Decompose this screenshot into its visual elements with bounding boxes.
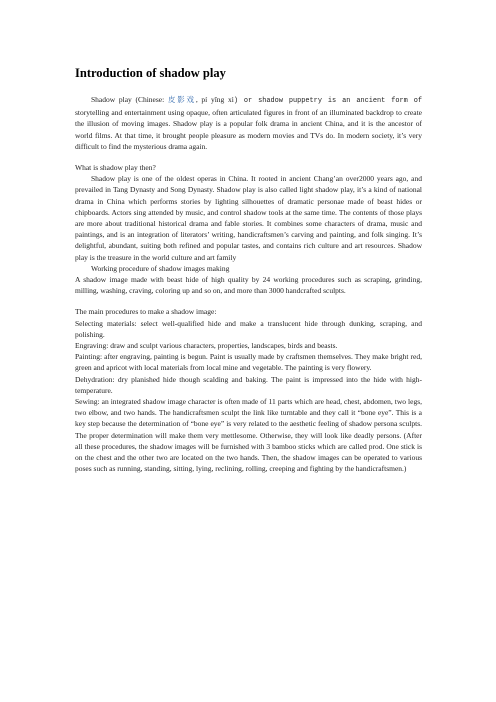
question-heading: What is shadow play then? — [75, 163, 156, 173]
step-engraving: Engraving: draw and sculpt various characters, properties, landscapes, birds and beasts. — [75, 341, 338, 351]
working-paragraph: A shadow image made with beast hide of high quality by 24 working procedures such as scraping, grinding, milling, washing, craving, coloring up and so on, and more than 3000 handcrafted sculpts. — [75, 275, 422, 296]
intro-mono: ) or shadow puppetry is an ancient form of — [233, 97, 422, 105]
what-paragraph: Shadow play is one of the oldest operas in China. It rooted in ancient Chang’an over2000 years ago, and prevailed in Tang Dynasty and Song Dynasty. Shadow play is also called light shadow play, it’s a kind of national drama in China which performs stories by lighting silhouettes of dramatic personae made of beast hides or chipboards. Actors sing attended by music, and control shadow tools at the same time. The contents of those plays are more about traditional historical drama and fable stories. It combines some characters of drama, music and paintings, and is an integration of literators’ writing, handicraftsmen’s carving and painting, and folk singing. It’s delightful, abundant, suiting both refined and popular tastes, and contains rich culture and art resources. Shadow play is the treasure in the world culture and art family — [75, 174, 422, 262]
document-title: Introduction of shadow play — [75, 66, 226, 80]
document-body — [75, 66, 422, 475]
spacer — [75, 152, 422, 162]
intro-paragraph — [75, 94, 422, 152]
step-dehydration: Dehydration: dry planished hide though scalding and baking. The paint is impressed into the hide with high-temperature. — [75, 374, 422, 395]
intro-chinese: 皮影戏 — [167, 95, 196, 104]
step-sewing: Sewing: an integrated shadow image character is often made of 11 parts which are head, chest, abdomen, two legs, two elbow, and two hands. The handicraftsmen sculpt the link like turntable and they call it “bone eye”. This is a key step because the determination of “bone eye” is very related to the aesthetic feeling of shadow persona sculpts. The proper determination will make them very mettlesome. Otherwise, they will look like deadly persons. (After all these procedures, the shadow images will be furnished with 3 bamboo sticks which are called prod. One stick is on the chest and the other two are located on the two hands. Then, the shadow images can be operated to various poses such as running, standing, sitting, lying, reclining, rolling, creeping and fighting by the handicraftsmen.) — [75, 397, 422, 474]
spacer — [75, 296, 422, 306]
intro-rest: storytelling and entertainment using opaque, often articulated figures in front of an illuminated backdrop to create the illusion of moving images. Shadow play is a popular folk drama in ancient China, and it is the ancestor of world films. At that time, it brought people pleasure as modern movies and TVs do. In modern society, it’s very difficult to find the mysterious drama again. — [75, 108, 422, 151]
working-heading: Working procedure of shadow images making — [91, 263, 230, 273]
main-procedures-heading: The main procedures to make a shadow image: — [75, 307, 217, 317]
step-painting: Painting: after engraving, painting is begun. Paint is usually made by craftsmen themselves. They make bright red, green and apricot with local materials from local mine and vegetable. The painting is very flowery. — [75, 352, 422, 373]
intro-pinyin: , pí yǐng xì — [195, 95, 234, 104]
step-selecting: Selecting materials: select well-qualified hide and make a translucent hide through dunking, scraping, and polishing. — [75, 318, 422, 339]
intro-lead: Shadow play (Chinese: — [91, 95, 168, 104]
